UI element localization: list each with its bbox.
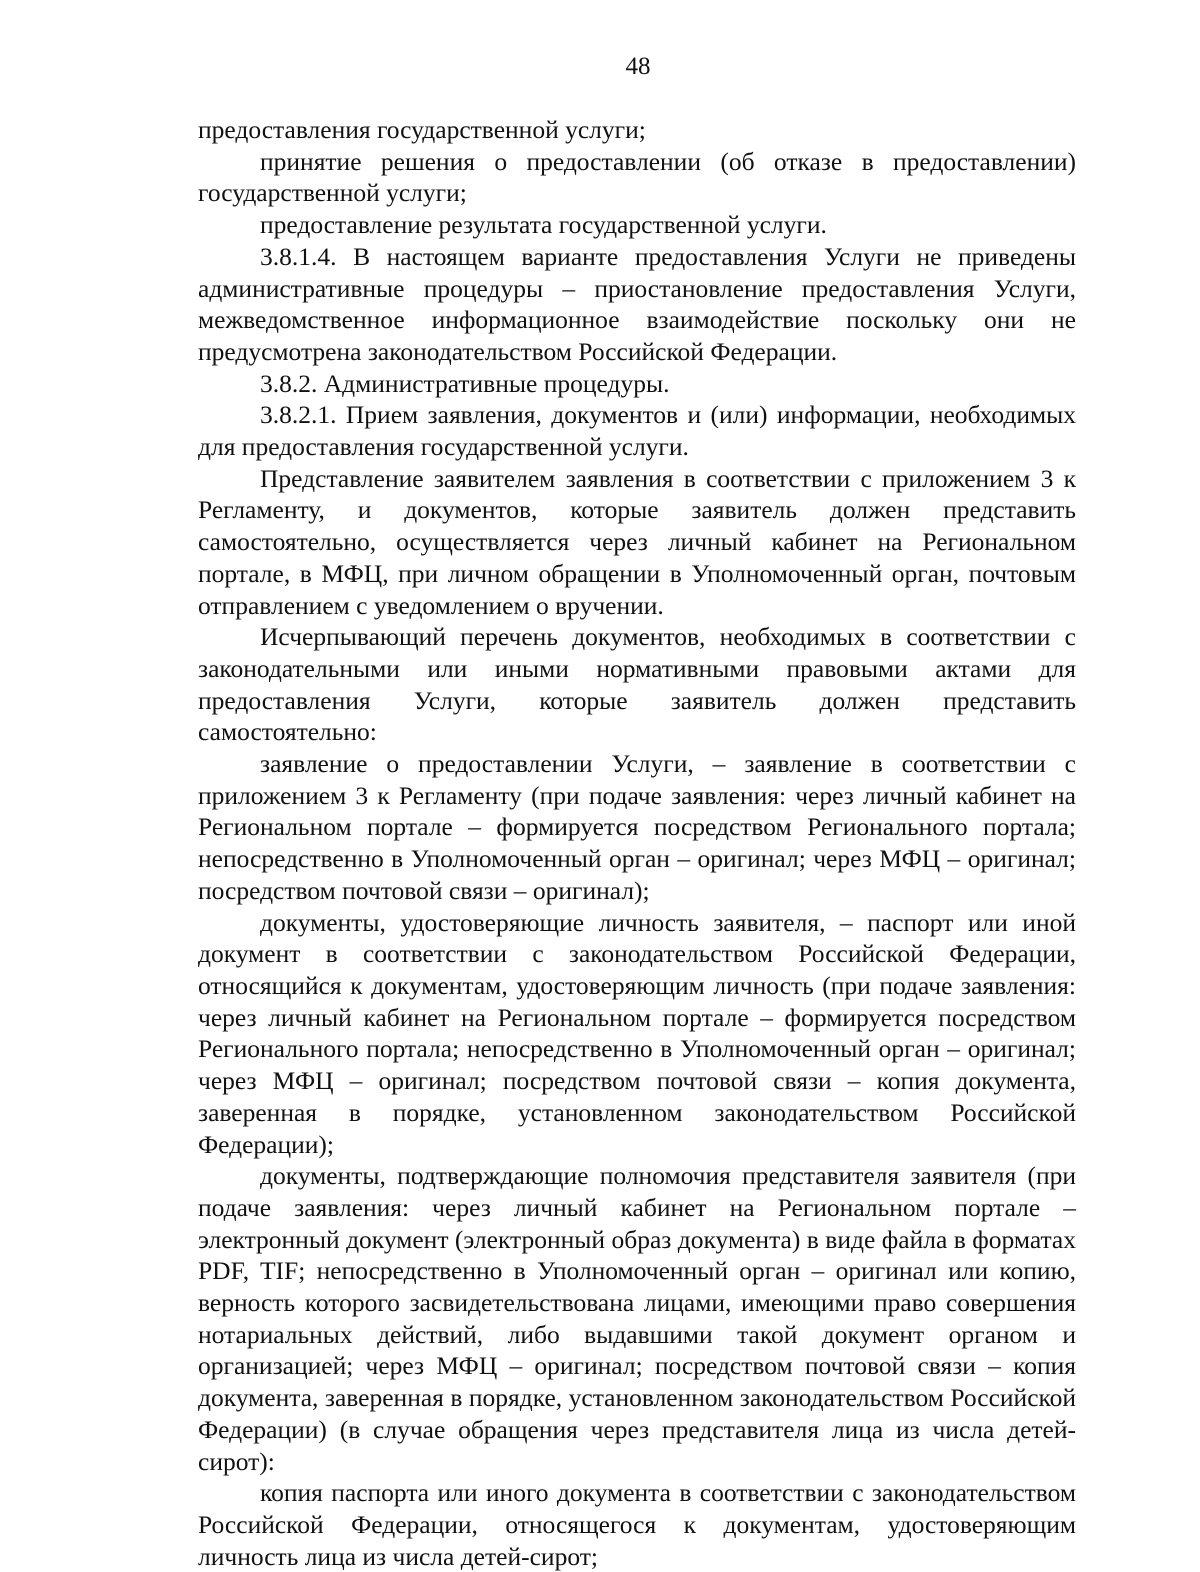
paragraph: принятие решения о предоставлении (об отказе в предоставлении) государственной услуги; bbox=[198, 146, 1076, 208]
paragraph: 3.8.1.4. В настоящем варианте предоставления Услуги не приведены административные процедуры – приостановление предоставления Услуги, межведомственное информационное взаимодействие поскольку они не предусмотрена законодательством Российской Федерации. bbox=[198, 241, 1076, 366]
paragraph: документы, подтверждающие полномочия представителя заявителя (при подаче заявления: через личный кабинет на Региональном портале – электронный документ (электронный образ документа) в виде файла в форматах PDF, TIF; непосредственно в Уполномоченный орган – оригинал или копию, верность которого засвидетельствована лицами, имеющими право совершения нотариальных действий, либо выдавшими такой документ органом и организацией; через МФЦ – оригинал; посредством почтовой связи – копия документа, заверенная в порядке, установленном законодательством Российской Федерации) (в случае обращения через представителя лица из числа детей-сирот): bbox=[198, 1161, 1076, 1476]
paragraph: 3.8.2.1. Прием заявления, документов и (или) информации, необходимых для предоставления государственной услуги. bbox=[198, 400, 1076, 462]
page-number: 48 bbox=[625, 53, 651, 80]
paragraph: копия паспорта или иного документа в соответствии с законодательством Российской Федерации, относящегося к документам, удостоверяющим личность лица из числа детей-сирот; bbox=[198, 1478, 1076, 1571]
paragraph: документы, удостоверяющие личность заявителя, – паспорт или иной документ в соответствии с законодательством Российской Федерации, относящийся к документам, удостоверяющим личность (при подаче заявления: через личный кабинет на Региональном портале – формируется посредством Регионального портала; непосредственно в Уполномоченный орган – оригинал; через МФЦ – оригинал; посредством почтовой связи – копия документа, заверенная в порядке, установленном законодательством Российской Федерации); bbox=[198, 907, 1076, 1159]
paragraph: Исчерпывающий перечень документов, необходимых в соответствии с законодательными или иными нормативными правовыми актами для предоставления Услуги, которые заявитель должен представить самостоятельно: bbox=[198, 622, 1076, 747]
paragraph: Представление заявителем заявления в соответствии с приложением 3 к Регламенту, и документов, которые заявитель должен представить самостоятельно, осуществляется через личный кабинет на Региональном портале, в МФЦ, при личном обращении в Уполномоченный орган, почтовым отправлением с уведомлением о вручении. bbox=[198, 463, 1076, 620]
document-body bbox=[198, 114, 1076, 1572]
paragraph: предоставления государственной услуги; bbox=[198, 115, 646, 144]
paragraph: 3.8.2. Административные процедуры. bbox=[260, 368, 670, 398]
paragraph: заявление о предоставлении Услуги, – заявление в соответствии с приложением 3 к Регламенту (при подаче заявления: через личный кабинет на Региональном портале – формируется посредством Регионального портала; непосредственно в Уполномоченный орган – оригинал; через МФЦ – оригинал; посредством почтовой связи – оригинал); bbox=[198, 749, 1076, 905]
paragraph: предоставление результата государственной услуги. bbox=[260, 210, 827, 240]
